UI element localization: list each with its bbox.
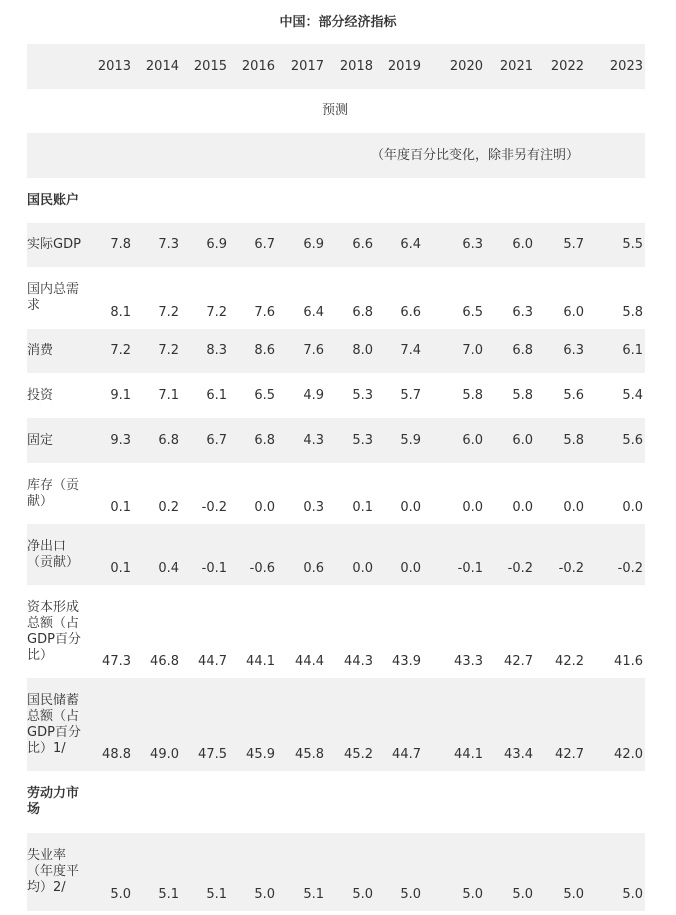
- table-cell: 6.5: [254, 387, 275, 403]
- table-cell: 4.3: [277, 418, 326, 463]
- row-label: 消费: [27, 329, 87, 373]
- table-cell: 5.0: [423, 833, 485, 911]
- table-cell: 6.4: [375, 223, 423, 267]
- table-cell: 7.2: [133, 329, 181, 373]
- table-cell: 0.0: [400, 500, 421, 515]
- table-cell: 5.0: [375, 833, 423, 911]
- table-cell: 7.2: [206, 305, 227, 320]
- table-cell: 6.8: [352, 305, 373, 320]
- table-cell: 0.0: [462, 500, 483, 515]
- table-cell: 5.1: [181, 833, 229, 911]
- table-cell: 48.8: [87, 678, 133, 771]
- table-cell: 45.8: [277, 678, 326, 771]
- table-cell: 5.8: [512, 387, 533, 403]
- table-cell: 5.7: [535, 223, 586, 267]
- table-cell: 7.8: [87, 223, 133, 267]
- year-2019: 2019: [375, 44, 423, 89]
- row-label: 失业率（年度平均）2/: [27, 833, 87, 911]
- table-cell: -0.6: [229, 524, 277, 585]
- table-cell: -0.2: [201, 500, 227, 515]
- table-cell: 5.0: [485, 833, 535, 911]
- table-cell: 7.6: [277, 329, 326, 373]
- table-cell: 47.5: [181, 678, 229, 771]
- table-cell: 5.8: [462, 387, 483, 403]
- table-cell: 6.6: [400, 305, 421, 320]
- table-cell: 4.9: [303, 387, 324, 403]
- table-cell: 0.1: [87, 524, 133, 585]
- table-cell: 6.1: [586, 329, 645, 373]
- year-2023: 2023: [586, 44, 645, 89]
- table-cell: 6.0: [423, 418, 485, 463]
- table-cell: 44.3: [344, 654, 373, 669]
- table-row: [27, 463, 645, 524]
- table-cell: 5.6: [586, 418, 645, 463]
- table-cell: 6.8: [133, 418, 181, 463]
- table-cell: 6.0: [485, 223, 535, 267]
- table-cell: 5.5: [586, 223, 645, 267]
- table-cell: 43.9: [392, 654, 421, 669]
- table-cell: 6.8: [485, 329, 535, 373]
- table-cell: 5.8: [622, 305, 643, 320]
- table-row: [27, 329, 645, 373]
- table-cell: 0.0: [622, 500, 643, 515]
- table-cell: 0.4: [133, 524, 181, 585]
- table-cell: 6.3: [535, 329, 586, 373]
- table-cell: 5.7: [400, 387, 421, 403]
- table-cell: 42.0: [586, 678, 645, 771]
- year-2017: 2017: [277, 44, 326, 89]
- table-cell: 45.2: [326, 678, 375, 771]
- unit-note-row: [27, 133, 645, 178]
- table-cell: -0.2: [485, 524, 535, 585]
- table-cell: 6.1: [206, 387, 227, 403]
- table-cell: 45.9: [229, 678, 277, 771]
- table-cell: 5.3: [326, 418, 375, 463]
- table-cell: 5.0: [87, 833, 133, 911]
- table-cell: 5.4: [622, 387, 643, 403]
- table-cell: 0.0: [375, 524, 423, 585]
- table-title: 中国：部分经济指标: [279, 15, 397, 30]
- year-2022: 2022: [535, 44, 586, 89]
- table-cell: 7.6: [254, 305, 275, 320]
- table-cell: 9.3: [87, 418, 133, 463]
- table-cell: 5.9: [375, 418, 423, 463]
- table-cell: 8.3: [181, 329, 229, 373]
- table-cell: 42.7: [535, 678, 586, 771]
- section-heading: 劳动力市场: [27, 786, 80, 817]
- table-cell: 6.3: [423, 223, 485, 267]
- table-cell: 6.0: [563, 305, 584, 320]
- table-cell: 5.0: [326, 833, 375, 911]
- table-cell: 0.1: [352, 500, 373, 515]
- table-cell: 42.7: [504, 654, 533, 669]
- table-cell: 7.4: [375, 329, 423, 373]
- table-cell: 5.1: [133, 833, 181, 911]
- table-cell: 6.6: [326, 223, 375, 267]
- table-cell: 43.4: [485, 678, 535, 771]
- table-row: [27, 524, 645, 585]
- table-row: [27, 418, 645, 463]
- table-row: [27, 678, 645, 771]
- table-cell: 7.1: [158, 387, 179, 403]
- table-cell: 6.0: [485, 418, 535, 463]
- table-cell: 6.7: [181, 418, 229, 463]
- year-2014: 2014: [133, 44, 181, 89]
- section-labor-market-row: [27, 771, 645, 833]
- row-label: 国内总需求: [27, 282, 80, 313]
- table-cell: 7.2: [87, 329, 133, 373]
- table-cell: 7.0: [423, 329, 485, 373]
- table-cell: 41.6: [614, 654, 643, 669]
- table-cell: 5.1: [277, 833, 326, 911]
- table-cell: 8.1: [110, 305, 131, 320]
- table-cell: 5.0: [229, 833, 277, 911]
- year-2015: 2015: [181, 44, 229, 89]
- table-cell: 5.3: [352, 387, 373, 403]
- table-cell: 6.3: [512, 305, 533, 320]
- row-label: 净出口（贡献）: [27, 524, 87, 585]
- table-cell: 0.1: [110, 500, 131, 515]
- unit-note: （年度百分比变化，除非另有注明）: [27, 133, 645, 178]
- table-cell: 6.4: [303, 305, 324, 320]
- table-cell: 5.0: [586, 833, 645, 911]
- table-cell: -0.1: [423, 524, 485, 585]
- year-2013: 2013: [87, 44, 133, 89]
- table-cell: 0.2: [158, 500, 179, 515]
- table-cell: 7.2: [158, 305, 179, 320]
- table-cell: 8.0: [326, 329, 375, 373]
- year-2018: 2018: [326, 44, 375, 89]
- table-cell: 43.3: [454, 654, 483, 669]
- table-cell: 44.7: [375, 678, 423, 771]
- indicators-table: [27, 44, 645, 911]
- table-cell: 9.1: [110, 387, 131, 403]
- row-label: 资本形成总额（占GDP百分比）: [27, 599, 81, 663]
- table-cell: 0.0: [563, 500, 584, 515]
- table-cell: 0.0: [254, 500, 275, 515]
- table-cell: 44.1: [423, 678, 485, 771]
- table-cell: -0.2: [535, 524, 586, 585]
- header-blank-cell: [27, 44, 87, 89]
- table-row: [27, 223, 645, 267]
- row-label: 固定: [27, 418, 87, 463]
- table-cell: 46.8: [150, 654, 179, 669]
- section-national-accounts-row: [27, 178, 645, 223]
- table-cell: 6.9: [277, 223, 326, 267]
- row-label: 国民储蓄总额（占GDP百分比）1/: [27, 678, 87, 771]
- table-row: [27, 373, 645, 418]
- row-label: 投资: [27, 387, 54, 403]
- table-row: [27, 585, 645, 678]
- table-cell: 0.3: [303, 500, 324, 515]
- table-cell: 0.6: [277, 524, 326, 585]
- year-2020: 2020: [423, 44, 485, 89]
- table-cell: 0.0: [512, 500, 533, 515]
- table-cell: 42.2: [555, 654, 584, 669]
- table-cell: -0.2: [586, 524, 645, 585]
- table-cell: 6.7: [229, 223, 277, 267]
- year-2021: 2021: [485, 44, 535, 89]
- table-cell: 6.5: [462, 305, 483, 320]
- table-cell: -0.1: [181, 524, 229, 585]
- table-cell: 6.9: [181, 223, 229, 267]
- table-cell: 5.6: [563, 387, 584, 403]
- table-row: [27, 833, 645, 911]
- table-cell: 8.6: [229, 329, 277, 373]
- forecast-row: [27, 89, 645, 133]
- forecast-label: 预测: [321, 103, 348, 118]
- table-cell: 5.0: [535, 833, 586, 911]
- section-spacer: [87, 771, 645, 833]
- row-label: 实际GDP: [27, 223, 87, 267]
- table-cell: 5.8: [535, 418, 586, 463]
- year-2016: 2016: [229, 44, 277, 89]
- table-cell: 0.0: [326, 524, 375, 585]
- section-heading: 国民账户: [27, 192, 80, 208]
- table-cell: 49.0: [133, 678, 181, 771]
- table-cell: 44.1: [246, 654, 275, 669]
- table-cell: 44.4: [295, 654, 324, 669]
- row-label: 库存（贡献）: [27, 477, 80, 509]
- table-cell: 44.7: [198, 654, 227, 669]
- table-row: [27, 267, 645, 329]
- table-cell: 6.8: [229, 418, 277, 463]
- table-cell: 7.3: [133, 223, 181, 267]
- table-cell: 47.3: [102, 654, 131, 669]
- year-header-row: [27, 44, 645, 89]
